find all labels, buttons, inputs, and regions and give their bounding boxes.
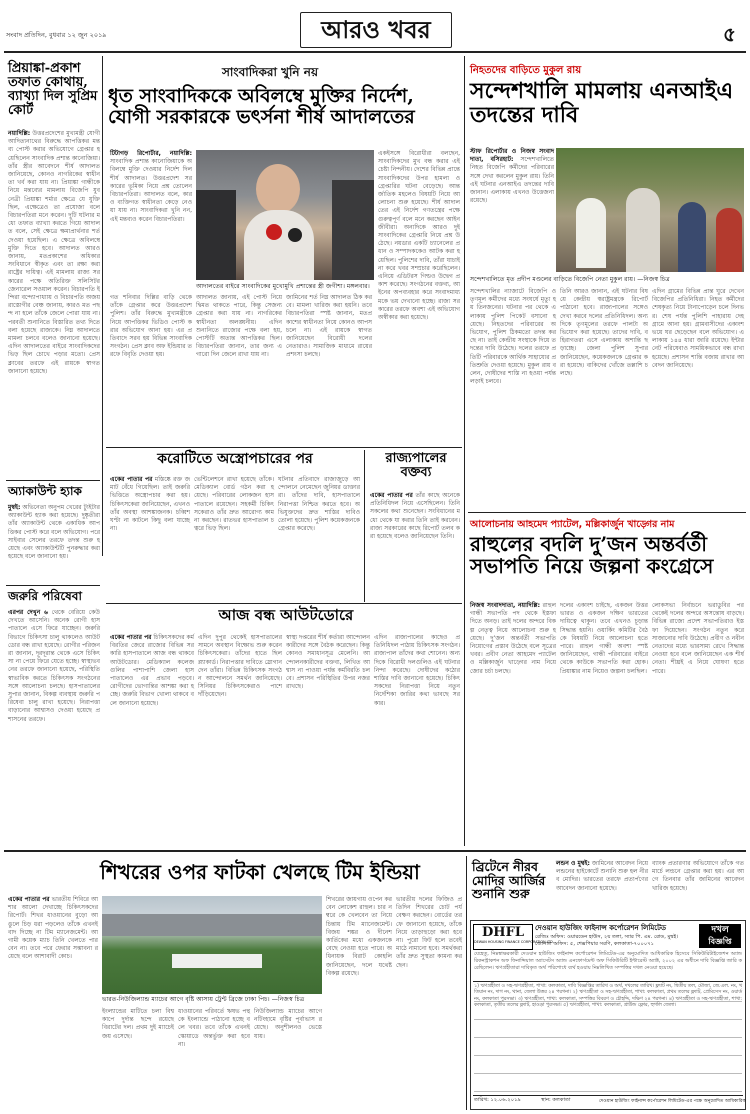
notice-signatory: দেওয়ান হাউজিং ফাইনান্স কর্পোরেশন লিমিটেড-এর পক্ষে অনুমোদিত আধিকারিক xyxy=(599,1099,746,1104)
cricket-body-6: ভারতীয় দলের ফিজিও প্রতিদিন শিখরের চোট পর্যবেক্ষণ করছেন। বোর্ডের তরফে জানানো হয়েছে, তাঁকে নিয়ে তাড়াহুড়ো করা হবে না। পুরো ফিট হলে তবেই মাঠে নামানো হবে। সমর্থকরা তাঁর দ্রুত সুস্থতা কামনা করছেন। xyxy=(396,896,463,969)
governor-divider xyxy=(364,450,365,602)
section-title-box xyxy=(300,12,452,48)
notice-place: স্থান: কলকাতা xyxy=(541,1097,571,1103)
lead-col3-text: জামিনের শর্ত নিম্ন আদালত ঠিক করবে। মামলা খারিজ করা হয়নি। তবে বিচারপতিরা স্পষ্ট জানান, মতপ্রকাশের স্বাধীনতা নিয়ে কোনও আপস চলে না। এই রায়কে স্বাগত জানিয়েছেন বিরোধী দলের নেতারাও। সামাজিক মাধ্যমে রায়ের প্রশংসা চলছে। xyxy=(286,294,372,359)
britain-dateline: লন্ডন ও মুম্বই: xyxy=(556,860,590,867)
dhfl-company-name: দেওয়ান হাউজিং ফাইনান্স কর্পোরেশন লিমিটেড xyxy=(535,924,667,932)
governor-body: একের পাতার পর তাঁর কাছে অনেকে প্রতিনিধিদল নিয়ে এসেছিলেন। তিনি সকলের কথা শুনেছেন। সংবিধানের মধ্যে থেকে যা করার তিনি তাই করবেন। রাজ্য সরকারের কাছে রিপোর্ট তলব করা হয়েছে বলেও জানিয়েছেন তিনি। xyxy=(370,492,460,541)
dhfl-logo-sub: DEWAN HOUSING FINANCE CORPORATION LTD. xyxy=(474,940,554,944)
cricket-photo xyxy=(102,896,322,994)
col1-story2-body: মুম্বই: অভিনেতা অনুপম খেরের ট্যুইটার অ্যাকাউন্ট হ্যাক করা হয়েছে। দুষ্কৃতীরা তাঁর অ্যাকাউন্ট থেকে একাধিক আপত্তিকর পোস্ট করে বলে অভিযোগ। পরে সাইবার সেলের তরফে তদন্ত শুরু হয়েছে এবং অ্যাকাউন্টটি পুনরুদ্ধার করা হয়েছে বলে জানানো হয়। xyxy=(8,504,100,561)
britain-body-2: ব্যাংক প্রতারণার অভিযোগে তাঁকে গত মার্চে লন্ডনে গ্রেপ্তার করা হয়। এর আগে তিনবার তাঁর জামিনের আবেদন খারিজ হয়েছে। xyxy=(652,860,744,892)
cricket-body-4: নিউজিল্যান্ড ম্যাচের আগে নটিংহামে বৃষ্টির পূর্বাভাস রয়েছে। অনুশীলনও ভেস্তে যায়। xyxy=(254,1008,322,1040)
cricket-headline: শিখরের ওপর ফাটকা খেলছে টিম ইন্ডিয়া xyxy=(100,860,420,884)
britain-headline: ব্রিটেনে নীরব মোদির আর্জির শুনানি শুরু xyxy=(472,859,546,901)
notice-table-bottom xyxy=(473,1095,743,1096)
right-top-photo-caption: সন্দেশখালিতে মৃত প্রদীপ মণ্ডলের বাড়িতে বিজেপি নেতা মুকুল রায়। —নিজস্ব চিত্র xyxy=(470,276,670,283)
col1-divider xyxy=(102,56,103,556)
photo-microphone xyxy=(266,224,282,240)
bottom-section-rule xyxy=(4,850,746,852)
col1-story2-dateline: মুম্বই: xyxy=(8,504,21,511)
right-top-body-4: এদিন গ্রামের বিভিন্ন প্রান্ত ঘুরে দেখেন বিজেপির প্রতিনিধিরা। নিহত কর্মীদের শেষকৃত্য নিয়ে টানাপোড়েন চলে দিনভর। শেষ পর্যন্ত পুলিশি পাহারায় দেহ গ্রামে আনা হয়। গ্রামবাসীদের একাংশ ভয়ে ঘর ছেড়েছেন বলে অভিযোগ। এলাকায় ১৪৪ ধারা জারি রয়েছে। ইন্টারনেট পরিষেবাও সাময়িকভাবে বন্ধ রাখা হয়েছে। প্রশাসন শান্তি বজায় রাখার আবেদন জানিয়েছে। xyxy=(652,288,744,369)
congress-body-1: নিজস্ব সংবাদদাতা, নয়াদিল্লি: রাহুল গান্ধী সভাপতি পদ থেকে ইস্তফা দিতে অনড়। তাই দলের অন্দরে বিকল্প নেতৃত্ব নিয়ে আলোচনা শুরু হয়েছে। দু’জন অন্তর্বর্তী সভাপতি নিয়োগের প্রস্তাব উঠেছে বলে সূত্রের খবর। প্রবীণ নেতা আহমেদ প্যাটেল ও মল্লিকার্জুন খাড়্গের নাম নিয়ে জোর চর্চা চলছে। xyxy=(470,602,556,675)
weapons-body-3: ঘটনার প্রতিবাদে রাজ্যজুড়ে আন্দোলনে নেমেছেন জুনিয়র ডাক্তাররা। তাঁদের দাবি, হাসপাতালে নিরাপত্তা নিশ্চিত করতে হবে। অভিযুক্তদের দ্রুত শাস্তির দাবিও তোলা হয়েছে। পুলিশ কয়েকজনকে গ্রেপ্তার করেছে। xyxy=(278,476,360,533)
photo-crowd xyxy=(196,190,236,280)
right-top-body-3: তিনি আরও জানান, এই ঘটনার বিষয়ে কেন্দ্রীয় স্বরাষ্ট্রমন্ত্রকে রিপোর্ট পাঠানো হবে। রাজ্যপালের সঙ্গেও দেখা করবে দলের প্রতিনিধিদল। অন্যদিকে তৃণমূলের তরফে পালটা অভিযোগ করা হয়েছে। তাদের দাবি, বহিরাগতরা এসে এলাকায় অশান্তি ছড়াচ্ছে। জেলা পুলিশ সুপার জানিয়েছেন, কয়েকজনকে গ্রেপ্তার করা হয়েছে। বাকিদের খোঁজে তল্লাশি চলছে। xyxy=(560,288,648,378)
notice-table-top xyxy=(473,981,743,982)
lead-col2-text: আদালত জানায়, এই পোস্ট নিয়ে দ্বিমত থাকতে পারে, কিন্তু সেজন্য গ্রেপ্তার করা যায় না। নাগরিকের স্বাধীনতা অলঙ্ঘনীয়। এদিন শুনানিতে রাজ্যের পক্ষে বলা হয়, পোস্টটি অত্যন্ত আপত্তিকর ছিল। বিচারপতিরা জানান, তার জন্য এগারো দিন জেলে রাখা যায় না। xyxy=(196,294,282,359)
badge-top: দখল xyxy=(711,925,729,935)
masthead-date: সংবাদ প্রতিদিন, বুধবার ১২ জুন ২০১৯ xyxy=(6,31,107,39)
britain-body-1: লন্ডন ও মুম্বই: জামিনের আবেদন নিয়ে লন্ডনের হাইকোর্টে শুনানি শুরু হল নীরব মোদির। ভারতের তরফে প্রত্যর্পণের আবেদন জানানো হয়েছে। xyxy=(556,860,648,892)
weapons-dateline: একের পাতার পর xyxy=(110,476,153,483)
governor-dateline: একের পাতার পর xyxy=(370,492,413,499)
col1-story3-body: এরপর দেখুন ৬ থেকে বেরিয়ে কেউ দেখতে আসেনি। অনেক রোগী হাসপাতালে এসে ফিরে যাচ্ছেন। জরুরি বিভাগে চিকিৎসা চালু থাকলেও আউটডোর বন্ধ রাখা হয়েছে। রোগীর পরিজনরা জানান, দূরদূরান্ত থেকে এসে চিকিৎসা না পেয়ে ফিরে যেতে হচ্ছে। স্বাস্থ্যভবনের তরফে জানানো হয়েছে, পরিস্থিতি স্বাভাবিক করতে চিকিৎসক সংগঠনের সঙ্গে আলোচনা চলছে। হাসপাতালের সুপার জানান, বিকল্প ব্যবস্থায় জরুরি পরিষেবা চালু রাখা হয়েছে। নিরাপত্তা বাড়ানোর আশ্বাসও দেওয়া হয়েছে প্রশাসনের তরফে। xyxy=(8,609,100,723)
notice-table-rows: ১) ঋণগ্রহীতা ও সহ-ঋণগ্রহীতা, শাখা: কলকাতা, দাবি বিজ্ঞপ্তির তারিখ ও অর্থ, দখলের তারিখ। ফ্ল্যাট নং, দ্বিতীয় তল, মৌজা, জে.এল. নং, খতিয়ান নং, দাগ নং, থানা, জেলা উত্তর ২৪ পরগনা। ২) ঋণগ্রহীতা ও সহ-ঋণগ্রহীতা, শাখা: কলকাতা, প্রথম তলের ফ্ল্যাট, প্রেমিসেস নং, ওয়ার্ড নং, কলকাতা পুরসভা। ৩) ঋণগ্রহীতা, শাখা: কলকাতা, সম্পত্তির বিবরণ ও চৌহদ্দি, দক্ষিণ ২৪ পরগনা। ৪) ঋণগ্রহীতা ও সহ-ঋণগ্রহীতা, শাখা: কলকাতা, তৃতীয় তলের ফ্ল্যাট, হাওড়া পুরসভা। ৫) ঋণগ্রহীতা, শাখা: কলকাতা, গ্রাউন্ড ফ্লোর, হুগলি জেলা। xyxy=(474,984,742,1094)
lead-photo-caption: আদালতের বাইরে সাংবাদিকের মুখোমুখি প্রশান্তের স্ত্রী জগীশা। মঙ্গলবার। xyxy=(196,283,370,290)
governor-headline: রাজ্যপালের বক্তব্য xyxy=(385,451,447,481)
right-mid-rule xyxy=(468,512,746,513)
weapons-body-2: ভেন্টিলেশনে রাখা হয়েছে তাঁকে। মেডিক্যাল বোর্ড গঠন করা হয়েছে। পরিবারের লোকজন হাসপাতালে রয়েছেন। সহকর্মী চিকিৎসকেরাও তাঁর দ্রুত আরোগ্য কামনা করছেন। রাতভর হাসপাতাল চত্বরে ভিড় ছিল। xyxy=(194,476,274,533)
lead-dateline: টিটাগড় রিপোর্টার, নয়াদিল্লি: xyxy=(110,150,192,157)
col1-story3-dateline: এরপর দেখুন ৬ xyxy=(8,609,48,616)
col1-story1-dateline: নয়াদিল্লি: xyxy=(8,130,31,137)
outdoor-body-3: স্বাস্থ্য দপ্তরের শীর্ষ কর্তারা আন্দোলনকারীদের সঙ্গে বৈঠক করেছেন। কিন্তু কোনও সমাধানসূত্র মেলেনি। আন্দোলনকারীদের বক্তব্য, লিখিত আশ্বাস না পাওয়া পর্যন্ত কর্মবিরতি চলবে। প্রশাসন পরিস্থিতির উপর নজর রাখছে। xyxy=(286,634,370,691)
photo-person xyxy=(576,198,606,268)
dhfl-logo: DHFL xyxy=(482,925,524,940)
outdoor-dateline: একের পাতার পর xyxy=(110,634,152,641)
right-divider xyxy=(464,56,465,846)
col1-story3-headline: জরুরি পরিষেবা xyxy=(8,589,82,603)
right-top-kicker: নিহতদের বাড়িতে মুকুল রায় xyxy=(470,65,582,76)
photo-stadium-stand xyxy=(102,914,322,936)
photo-person xyxy=(716,208,742,272)
cricket-body-2: ইংল্যান্ডের মাটিতে চলা বিশ্বকাপে দুর্দান্ত ছন্দে রয়েছে বিরাটের দল। প্রথম দুই ম্যাচেই জয় এসেছে। xyxy=(102,1008,174,1040)
section-title: আরও খবর xyxy=(321,15,431,44)
lead-bottom-rule xyxy=(106,447,462,448)
lead-kicker: সাংবাদিকরা খুনি নয় xyxy=(222,65,319,79)
photo-microphone xyxy=(288,228,302,242)
photo-pitch-cover xyxy=(172,954,262,968)
right-top-photo xyxy=(556,148,744,272)
weapons-body-1: একের পাতার পর মস্তিষ্কে রক্ত জমাট বেঁধে গিয়েছিল। তাই জরুরি ভিত্তিতে অস্ত্রোপচার করা হয়। চিকিৎসকেরা জানিয়েছেন, এখনও তাঁর অবস্থা আশঙ্কাজনক। চব্বিশ ঘণ্টা না কাটলে কিছু বলা যাচ্ছে না। xyxy=(110,476,190,533)
congress-body-2: দলের একাংশ চাইছে, একজন উত্তর ভারত ও একজন দক্ষিণ ভারতের দায়িত্বে থাকুন। তবে এখনও চূড়ান্ত সিদ্ধান্ত হয়নি। ওয়ার্কিং কমিটির বৈঠকে বিষয়টি নিয়ে আলোচনা হতে পারে। রাহুল গান্ধী অবশ্য স্পষ্ট জানিয়েছেন, গান্ধী পরিবারের বাইরে থেকে কাউকে সভাপতি করা হোক। প্রিয়াঙ্কার নাম নিয়েও জল্পনা চলছিল। xyxy=(560,602,648,675)
cricket-body-5: শিখরের জায়গায় ওপেন করবেন লোকেশ রাহুল। চার নম্বরে কে খেলবেন তা নিয়ে চিন্তায় টিম ম্যানেজমেন্ট। বিজয় শঙ্কর ও দীনেশ কার্তিকের মধ্যে একজনকে বেছে নেওয়া হতে পারে। অধিনায়ক বিরাট কোহলি জানিয়েছেন, দলে যথেষ্ট বিকল্প রয়েছে। xyxy=(326,896,392,977)
congress-kicker: আলোচনায় আহমেদ প্যাটেল, মল্লিকার্জুন খাড়্গের নাম xyxy=(470,519,675,530)
mid-rule xyxy=(106,603,462,604)
right-top-headline: সন্দেশখালি মামলায় এনআইএ তদন্তের দাবি xyxy=(470,78,734,128)
col1-story1-headline: প্রিয়াঙ্কা-প্রকাশ তফাত কোথায়, ব্যাখ্যা দিল সুপ্রিম কোর্ট xyxy=(8,61,98,119)
lead-col4-text: একইসঙ্গে বিরোধীরা বলছেন, সাংবাদিকদের মুখ বন্ধ করার এই চেষ্টা নিন্দনীয়। দেশের বিভিন্ন প্রান্তে সাংবাদিকদের উপর হামলা ও গ্রেপ্তারির ঘটনা বেড়েছে। আন্তর্জাতিক মহলেও বিষয়টি নিয়ে আলোচনা শুরু হয়েছে। শীর্ষ আদালতের এই নির্দেশ গণতন্ত্রের পক্ষে গুরুত্বপূর্ণ বলে মনে করছেন আইনজীবীরা। অন্যদিকে আরও দুই সাংবাদিকের গ্রেপ্তারি নিয়ে প্রশ্ন উঠেছে। নয়ডার একটি চ্যানেলের প্রধান ও সম্পাদককেও আটক করা হয়েছিল। পুলিশের দাবি, তাঁরা যাচাই না করে খবর সম্প্রচার করেছিলেন। এনিয়ে এডিটরস গিল্ডও উদ্বেগ প্রকাশ করেছে। সংগঠনের বক্তব্য, আইনের অপব্যবহার করে সংবাদমাধ্যমকে ভয় দেখানো হচ্ছে। রাজ্য সরকারের তরফে অবশ্য এই অভিযোগ অস্বীকার করা হয়েছে। xyxy=(378,150,461,322)
lead-headline: ধৃত সাংবাদিককে অবিলম্বে মুক্তির নির্দেশ, যোগী সরকারকে ভৎর্সনা শীর্ষ আদালতের xyxy=(108,85,415,128)
cricket-photo-caption: ভারত-নিউজিল্যান্ড ম্যাচের আগে বৃষ্টি আসায় ট্রেন্ট ব্রিজে ঢাকা পিচ। —নিজস্ব চিত্র xyxy=(102,996,305,1003)
lead-col1-text-cont: গত শনিবার দিল্লির বাড়ি থেকে তাঁকে গ্রেপ্তার করে উত্তরপ্রদেশ পুলিশ। তাঁর বিরুদ্ধে মুখ্যমন্ত্রীকে নিয়ে আপত্তিকর ভিডিও পোস্ট করার অভিযোগ আনা হয়। এর প্রতিবাদে সরব হয় বিভিন্ন সাংবাদিক সংগঠন। প্রেস ক্লাব অফ ইন্ডিয়ার তরফে বিবৃতি দেওয়া হয়। xyxy=(110,294,192,359)
photo-crowd xyxy=(332,180,374,280)
outdoor-body-1: একের পাতার পর চিকিৎসকদের কর্মবিরতির জেরে রাজ্যের বিভিন্ন সরকারি হাসপাতালে আজ বন্ধ থাকবে আউটডোর। মেডিক্যাল কলেজগুলির পাশাপাশি জেলা হাসপাতালেও এর প্রভাব পড়বে। রোগীদের ভোগান্তির আশঙ্কা করা হচ্ছে। জরুরি বিভাগ খোলা থাকবে বলে জানানো হয়েছে। xyxy=(110,634,194,707)
photo-person xyxy=(678,202,706,272)
notice-date: তারিখ: ১২.০৬.২০১৯ xyxy=(474,1097,521,1103)
photo-person-body xyxy=(244,210,314,280)
outdoor-body-4: এদিন রাজ্যপালের কাছেও প্রতিনিধিদল পাঠায় চিকিৎসক সংগঠন। রাজ্যপাল তাঁদের কথা শোনেন। অন্যদিকে বিরোধী দলগুলিও এই ঘটনার নিন্দা করেছে। দোষীদের কঠোর শাস্তির দাবি জানানো হয়েছে। চিকিৎসকদের নিরাপত্তা নিয়ে নতুন নির্দেশিকা জারির কথা ভাবছে সরকার। xyxy=(374,634,460,707)
right-top-body-2: সন্দেশখালির ন্যাজাটে বিজেপি ও তৃণমূল কর্মীদের মধ্যে সংঘর্ষে মৃত্যু হয় তিনজনের। ঘটনার পর থেকে এলাকায় পুলিশ পিকেট বসানো হয়েছে। নিহতদের পরিবারের অভিযোগ, পুলিশ ঠিকমতো তদন্ত করছে না। তাই কেন্দ্রীয় সংস্থাকে দিয়ে তদন্তের দাবি উঠেছে। দলের তরফে প্রতিটি পরিবারকে আর্থিক সাহায্যের প্রতিশ্রুতি দেওয়া হয়েছে। মুকুল রায় বলেন, দোষীদের শাস্তি না হওয়া পর্যন্ত লড়াই চলবে। xyxy=(470,288,556,386)
congress-dateline: নিজস্ব সংবাদদাতা, নয়াদিল্লি: xyxy=(470,602,541,609)
col1-rule-1 xyxy=(6,480,100,481)
col1-story2-headline: অ্যাকাউন্ট হ্যাক xyxy=(8,484,82,498)
dhfl-logo-box xyxy=(473,924,554,950)
congress-headline: রাহুলের বদলি দু’জন অন্তর্বর্তী সভাপতি নিয়ে জল্পনা কংগ্রেসে xyxy=(470,532,714,578)
congress-body-3: লোকসভা নির্বাচনে ভরাডুবির পর থেকেই দলের অন্দরে অসন্তোষ বাড়ছে। বিভিন্ন রাজ্যে প্রদেশ সভাপতিরাও ইস্তফা দিয়েছেন। সংগঠন নতুন করে সাজানোর দাবি উঠেছে। প্রবীণ ও নবীন নেতাদের মধ্যে ভারসাম্য রেখে সিদ্ধান্ত নেওয়া হবে বলে জানিয়েছেন এক শীর্ষ নেতা। শীঘ্রই এ নিয়ে ঘোষণা হতে পারে। xyxy=(652,602,744,675)
cricket-body-1: একের পাতার পর ভারতীয় শিবিরে আশার আলো দেখাচ্ছে চিকিৎসকদের রিপোর্ট। শিখর ধাওয়ানের বুড়ো আঙুলে চিড় ধরা পড়লেও তাঁকে এখনই বাদ দিচ্ছে না টিম ম্যানেজমেন্ট। আগামী কয়েক ম্যাচ তিনি খেলতে পারবেন না। তবে পরে ফেরার সম্ভাবনা রয়েছে বলে আশাবাদী কোচ। xyxy=(8,896,98,961)
masthead-rule xyxy=(4,51,746,53)
dhfl-notice xyxy=(470,920,746,1110)
badge-bottom: বিজ্ঞপ্তি xyxy=(708,937,732,946)
cricket-dateline: একের পাতার পর xyxy=(8,896,50,903)
lead-col1-text: টিটাগড় রিপোর্টার, নয়াদিল্লি: সাংবাদিক প্রশান্ত কানোজিয়াকে অবিলম্বে মুক্তি দেওয়ার নির্দেশ দিল শীর্ষ আদালত। উত্তরপ্রদেশ সরকারের ভূমিকা নিয়ে প্রশ্ন তোলেন বিচারপতিরা। আদালত বলে, কারও ব্যক্তিগত স্বাধীনতা কেড়ে নেওয়া যায় না। সাংবাদিকরা খুনি নন, এই মন্তব্যও করেন বিচারপতিরা। xyxy=(110,150,192,223)
possession-badge xyxy=(699,924,741,948)
col1-story1-body: নয়াদিল্লি: উত্তরপ্রদেশের মুখ্যমন্ত্রী যোগী আদিত্যনাথের বিরুদ্ধে আপত্তিকর মন্তব্য পোস্ট করার অভিযোগে গ্রেপ্তার হয়েছিলেন সাংবাদিক প্রশান্ত কানোজিয়া। তাঁর স্ত্রীর আবেদনে শীর্ষ আদালত জানিয়েছে, কোনও নাগরিকের স্বাধীনতা খর্ব করা যায় না। প্রিয়াঙ্কা গান্ধীকে নিয়ে মন্তব্যের মামলায় বিজেপি যুবনেত্রী প্রিয়াঙ্কা শর্মার ক্ষেত্রে যে যুক্তি ছিল, এক্ষেত্রেও তা প্রযোজ্য বলে বিচারপতিরা মনে করেন। দুটি ঘটনার মধ্যে তফাত ব্যাখ্যা করতে গিয়ে আদালত বলে, সেই ক্ষেত্রে ক্ষমাপ্রার্থনার শর্ত দেওয়া হয়েছিল। এ ক্ষেত্রে অবিলম্বে মুক্তি দিতে হবে। আদালত আরও জানায়, মতপ্রকাশের অধিকার সংবিধানে স্বীকৃত এবং তা রক্ষা করা রাষ্ট্রের দায়িত্ব। এই মামলায় রাজ্য সরকারের পক্ষে অতিরিক্ত সলিসিটর জেনারেল সওয়াল করেন। বিচারপতি ইন্দিরা বন্দ্যোপাধ্যায় ও বিচারপতি অজয় রাস্তোগীর বেঞ্চ জানায়, কারও মত পছন্দ না হলে তাঁকে জেলে পোরা যায় না। পরবর্তী শুনানিতে বিস্তারিত তথ্য দিতে বলা হয়েছে রাজ্যকে। নিম্ন আদালতে মামলা চলবে বলেও জানানো হয়েছে। এদিন আদালতের বাইরে সাংবাদিকদের ভিড় ছিল চোখে পড়ার মতো। প্রেস ক্লাবের তরফে এই রায়কে স্বাগত জানানো হয়েছে। xyxy=(8,130,101,375)
bottom-divider xyxy=(466,856,467,1110)
weapons-headline: করোটিতে অস্ত্রোপচারের পর xyxy=(157,451,313,467)
outdoor-headline: আজ বন্ধ আউটডোরে xyxy=(218,606,354,624)
lead-photo xyxy=(196,150,374,280)
photo-person xyxy=(626,188,660,272)
outdoor-body-2: এদিন দুপুর থেকেই হাসপাতালের সামনে অবস্থান বিক্ষোভ শুরু করেন চিকিৎসকেরা। তাঁদের হাতে ছিল প্ল্যাকার্ড। নিরাপত্তার দাবিতে স্লোগান দেন তাঁরা। বিভিন্ন চিকিৎসক সংগঠন আন্দোলনে সমর্থন জানিয়েছে। সিনিয়র চিকিৎসকেরাও পাশে দাঁড়িয়েছেন। xyxy=(198,634,282,699)
dhfl-address: রেজিঃ অফিস: ওয়ারডেন হাউস, ২য় তলা, স্যার পি. এম. রোড, মুম্বই। জোনাল অফিস: ৫, শেক্সপিয়ার সরণি, কলকাতা-৭০০০৭১ xyxy=(535,934,679,947)
right-top-dateline: স্টাফ রিপোর্টার ও নিজস্ব সংবাদদাতা, বসিরহাট: xyxy=(470,148,554,164)
dhfl-intro-text: যেহেতু, নিম্নস্বাক্ষরকারী দেওয়ান হাউজিং ফাইনান্স কর্পোরেশন লিমিটেড-এর অনুমোদিত আধিকারিক হিসেবে সিকিউরিটাইজেশন অ্যান্ড রিকনস্ট্রাকশন অফ ফিনান্সিয়াল অ্যাসেটস অ্যান্ড এনফোর্সমেন্ট অফ সিকিউরিটি ইন্টারেস্ট অ্যাক্ট, ২০০২ এর অধীনে দাবি বিজ্ঞপ্তি জারি করেছিলেন। ঋণগ্রহীতারা দাবিকৃত অর্থ পরিশোধে ব্যর্থ হওয়ায় নিম্নলিখিত সম্পত্তির দখল নেওয়া হয়েছে। xyxy=(474,951,742,971)
cricket-body-3: ধাওয়ানের পরিবর্তে ঋষভ পন্থকে ইংল্যান্ডে পাঠানো হচ্ছে বলে খবর। তবে তাঁকে এখনই স্কোয়াডে অন্তর্ভুক্ত করা হবে না। xyxy=(178,1008,250,1048)
page-number: ৫ xyxy=(723,22,736,46)
photo-person xyxy=(256,164,300,214)
right-top-body-1: স্টাফ রিপোর্টার ও নিজস্ব সংবাদদাতা, বসিরহাট: সন্দেশখালিতে নিহত বিজেপি কর্মীদের পরিবারের সঙ্গে দেখা করলেন মুকুল রায়। তিনি এই ঘটনার এনআইএ তদন্তের দাবি জানান। এলাকায় এখনও উত্তেজনা রয়েছে। xyxy=(470,148,554,205)
col1-rule-2 xyxy=(6,585,100,586)
